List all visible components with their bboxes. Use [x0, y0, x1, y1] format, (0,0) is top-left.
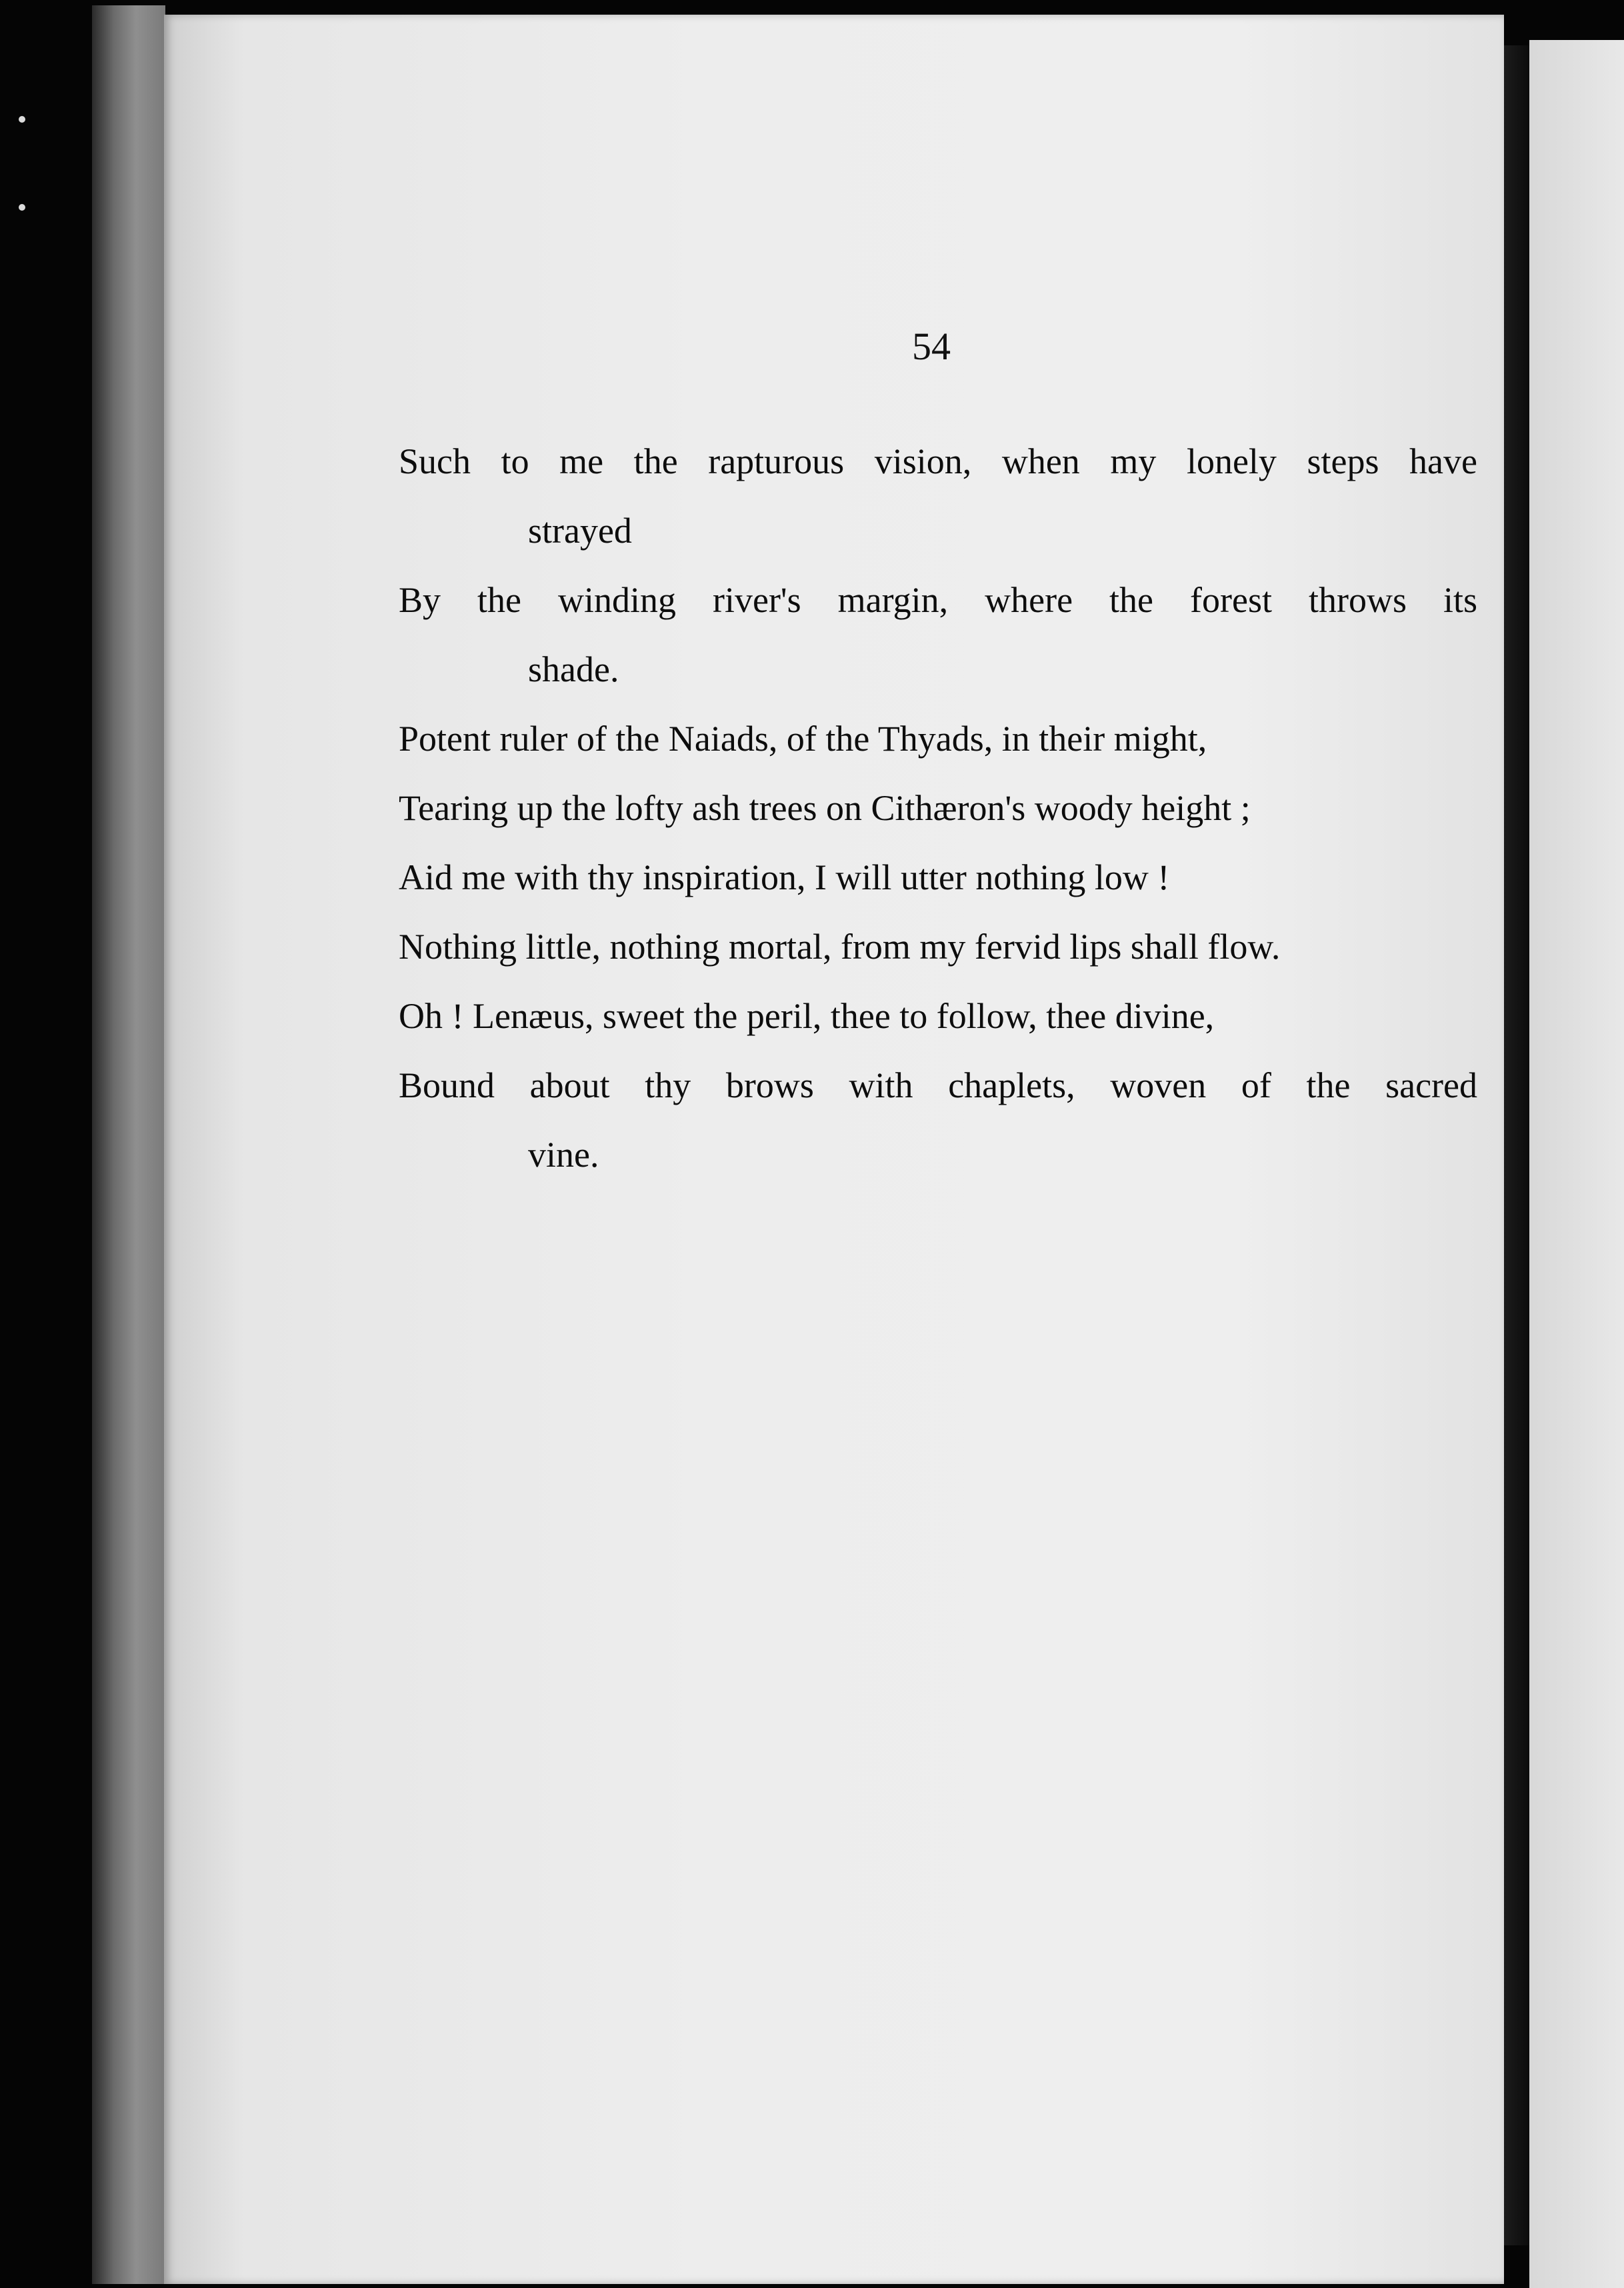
scan-speck: [19, 204, 25, 211]
page-number: 54: [912, 325, 951, 368]
book-spine-edge: [92, 5, 165, 2284]
poem-line-continuation: shade.: [528, 649, 619, 689]
page-gutter-shadow: [1504, 45, 1531, 2245]
poem-line: Aid me with thy inspiration, I will utter nothing low !: [399, 857, 1170, 897]
poem-line: Oh ! Lenæus, sweet the peril, thee to follow, thee divine,: [399, 996, 1215, 1036]
poem-line: Such to me the rapturous vision, when my lonely steps have: [399, 441, 1477, 481]
poem-text: [399, 427, 1477, 1189]
facing-page-edge: [1529, 40, 1624, 2288]
poem-line-continuation: vine.: [528, 1135, 599, 1175]
poem-line: Nothing little, nothing mortal, from my fervid lips shall flow.: [399, 927, 1281, 967]
poem-line: Bound about thy brows with chaplets, woven of the sacred: [399, 1065, 1477, 1105]
poem-line: Potent ruler of the Naiads, of the Thyads, in their might,: [399, 719, 1207, 759]
poem-line: Tearing up the lofty ash trees on Cithæron's woody height ;: [399, 788, 1251, 828]
poem-line-continuation: strayed: [528, 511, 632, 551]
poem-line: By the winding river's margin, where the forest throws its: [399, 580, 1477, 620]
scan-speck: [19, 116, 25, 123]
